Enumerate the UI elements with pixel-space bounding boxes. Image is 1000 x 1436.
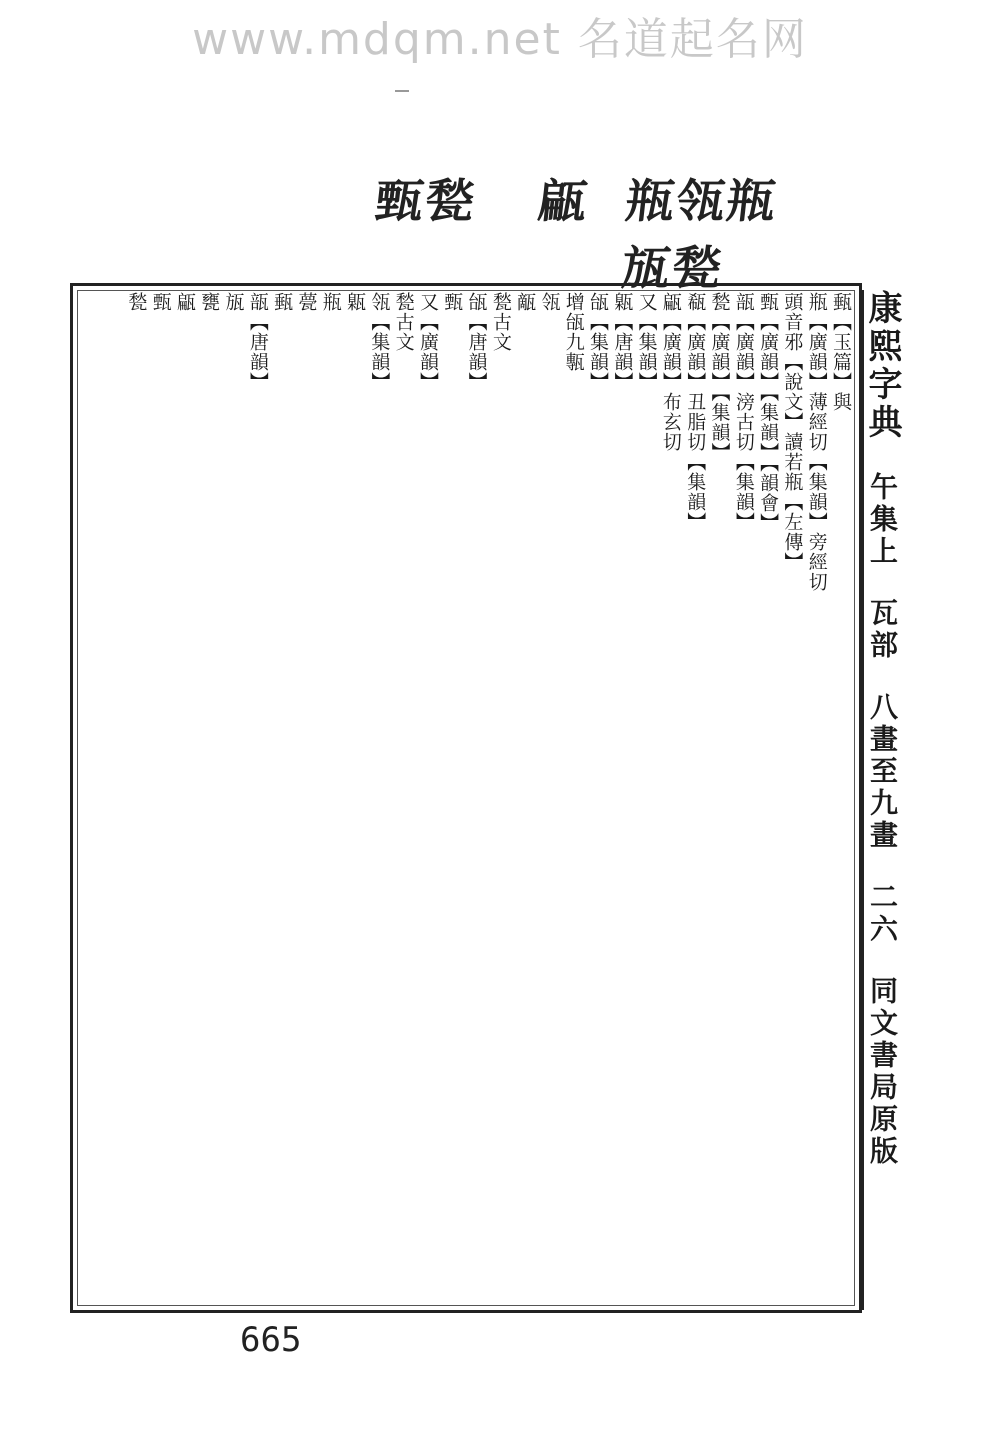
text-column: 甄【廣韻】【集韻】【韻會】	[757, 292, 780, 533]
seal-glyph: 甄甃	[372, 174, 480, 228]
dictionary-text-frame	[70, 283, 862, 1313]
text-column: 甃	[125, 292, 148, 312]
text-column: 頭音邪【說文】讀若瓶【左傳】	[781, 292, 804, 572]
seal-glyph: 瓬甃	[619, 241, 727, 295]
text-column: 甀【玉篇】與	[830, 292, 852, 412]
text-column: 甈	[344, 292, 367, 312]
text-column: 瓶	[319, 292, 342, 312]
text-column: 瓴【集韻】	[368, 292, 391, 392]
text-column: 甋	[514, 292, 537, 312]
text-column: 甄	[149, 292, 172, 312]
text-column: 甄	[441, 292, 464, 312]
text-column: 瓵【集韻】	[587, 292, 610, 392]
text-column: 瓻【廣韻】丑脂切【集韻】	[684, 292, 707, 532]
text-column: 瓴	[538, 292, 561, 312]
text-column: 瓵【唐韻】	[465, 292, 488, 392]
page-number: 665	[240, 1320, 302, 1360]
text-column: 瓿【廣韻】滂古切【集韻】	[732, 292, 755, 532]
seal-script-group-b	[535, 165, 592, 290]
seal-glyph: 甂	[535, 174, 592, 228]
text-column: 瓿【唐韻】	[246, 292, 269, 392]
text-column: 甕	[198, 292, 221, 312]
watermark: www.mdqm.net 名道起名网	[192, 14, 808, 65]
text-column: 瓬	[222, 292, 245, 312]
text-column: 又【集韻】	[635, 292, 658, 392]
text-column: 增瓵九甎	[562, 292, 585, 372]
page-label: 二六	[866, 882, 899, 946]
radical-label: 瓦部	[866, 598, 899, 662]
text-column: 甃古文	[392, 292, 415, 352]
seal-script-group-a	[372, 165, 480, 290]
text-columns	[124, 292, 853, 1304]
text-column: 甍	[295, 292, 318, 312]
text-column: 甀	[271, 292, 294, 312]
side-header	[862, 290, 902, 1310]
stroke-range: 八畫至九畫	[866, 692, 899, 852]
text-column: 又【廣韻】	[416, 292, 439, 392]
seal-glyph: 瓶瓴瓶	[623, 174, 781, 228]
text-column: 瓶【廣韻】薄經切【集韻】旁經切	[805, 292, 828, 592]
text-column: 甃古文	[489, 292, 512, 352]
scan-mark	[395, 90, 409, 92]
text-column: 甈【唐韻】	[611, 292, 634, 392]
text-column: 甃【廣韻】【集韻】	[708, 292, 731, 463]
text-column: 甂【廣韻】布玄切	[659, 292, 682, 452]
publisher-label: 同文書局原版	[866, 976, 899, 1168]
book-title: 康熙字典	[862, 290, 902, 442]
text-column: 甂	[173, 292, 196, 312]
collection-label: 午集上	[866, 472, 899, 568]
